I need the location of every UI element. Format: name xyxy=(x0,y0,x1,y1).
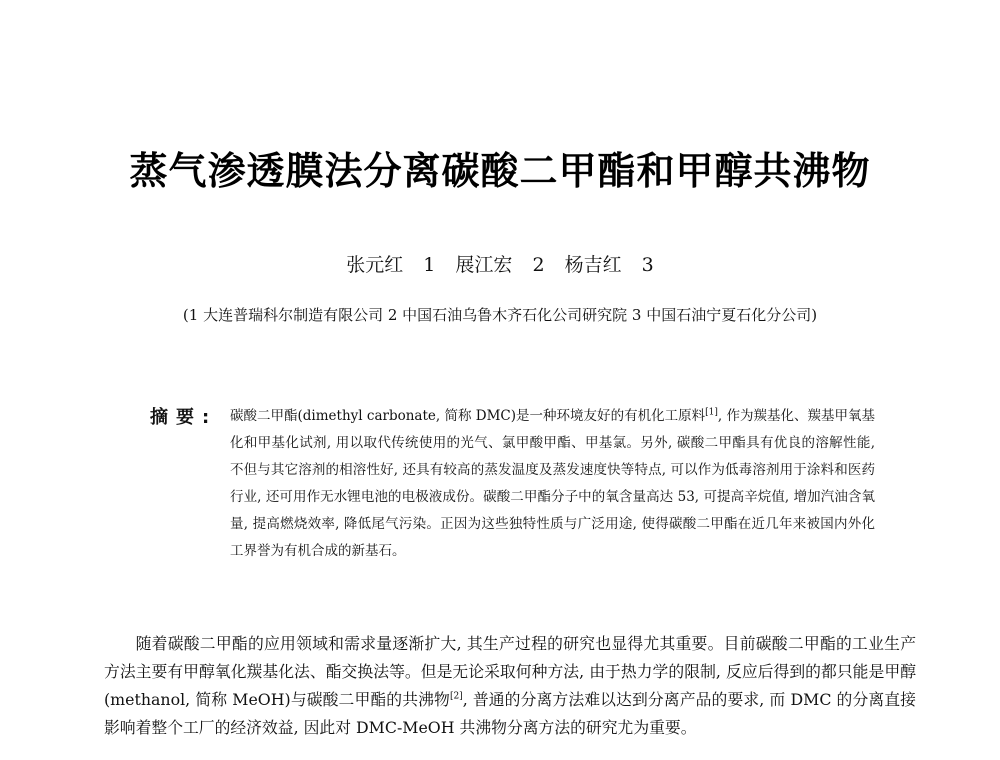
abstract-text-part-1: 碳酸二甲酯(dimethyl carbonate, 简称 DMC)是一种环境友好的有机化工原料 xyxy=(230,408,706,424)
citation-2: [2] xyxy=(449,691,463,702)
abstract-label: 摘要: xyxy=(150,407,218,428)
citation-1: [1] xyxy=(705,407,718,418)
body-text-part-1: 随着碳酸二甲酯的应用领域和需求量逐渐扩大, 其生产过程的研究也显得尤其重要。目前碳酸二甲酯的工业生产方法主要有甲醇氧化羰基化法、酯交换法等。但是无论采取何种方法, 由于热力学的限制, 反应后得到的都只能是甲醇(methanol, 简称 MeOH)与碳酸二甲酯的共沸物 xyxy=(104,634,916,709)
body-paragraph xyxy=(104,630,916,742)
paper-title: 蒸气渗透膜法分离碳酸二甲酯和甲醇共沸物 xyxy=(129,149,871,193)
abstract-text xyxy=(230,403,875,565)
body-text-part-2: , 普通的分离方法难以达到分离产品的要求, 而 DMC 的分离直接影响着整个工厂的经济效益, 因此对 DMC-MeOH 共沸物分离方法的研究尤为重要。 xyxy=(104,690,916,737)
author-list: 张元红 1 展江宏 2 杨吉红 3 xyxy=(346,254,654,276)
affiliations: (1 大连普瑞科尔制造有限公司 2 中国石油乌鲁木齐石化公司研究院 3 中国石油宁夏石化分公司) xyxy=(182,306,818,324)
abstract-text-part-2: , 作为羰基化、羰基甲氧基化和甲基化试剂, 用以取代传统使用的光气、氯甲酸甲酯、甲基氯。另外, 碳酸二甲酯具有优良的溶解性能, 不但与其它溶剂的相溶性好, 还具有较高的蒸发温度及蒸发速度快等特点, 可以作为低毒溶剂用于涂料和医药行业, 还可用作无水锂电池的电极液成份。碳酸二甲酯分子中的氧含量高达 53, 可提高辛烷值, 增加汽油含氧量, 提高燃烧效率, 降低尾气污染。正因为这些独特性质与广泛用途, 使得碳酸二甲酯在近几年来被国内外化工界誉为有机合成的新基石。 xyxy=(230,408,875,559)
abstract-section xyxy=(150,403,875,565)
